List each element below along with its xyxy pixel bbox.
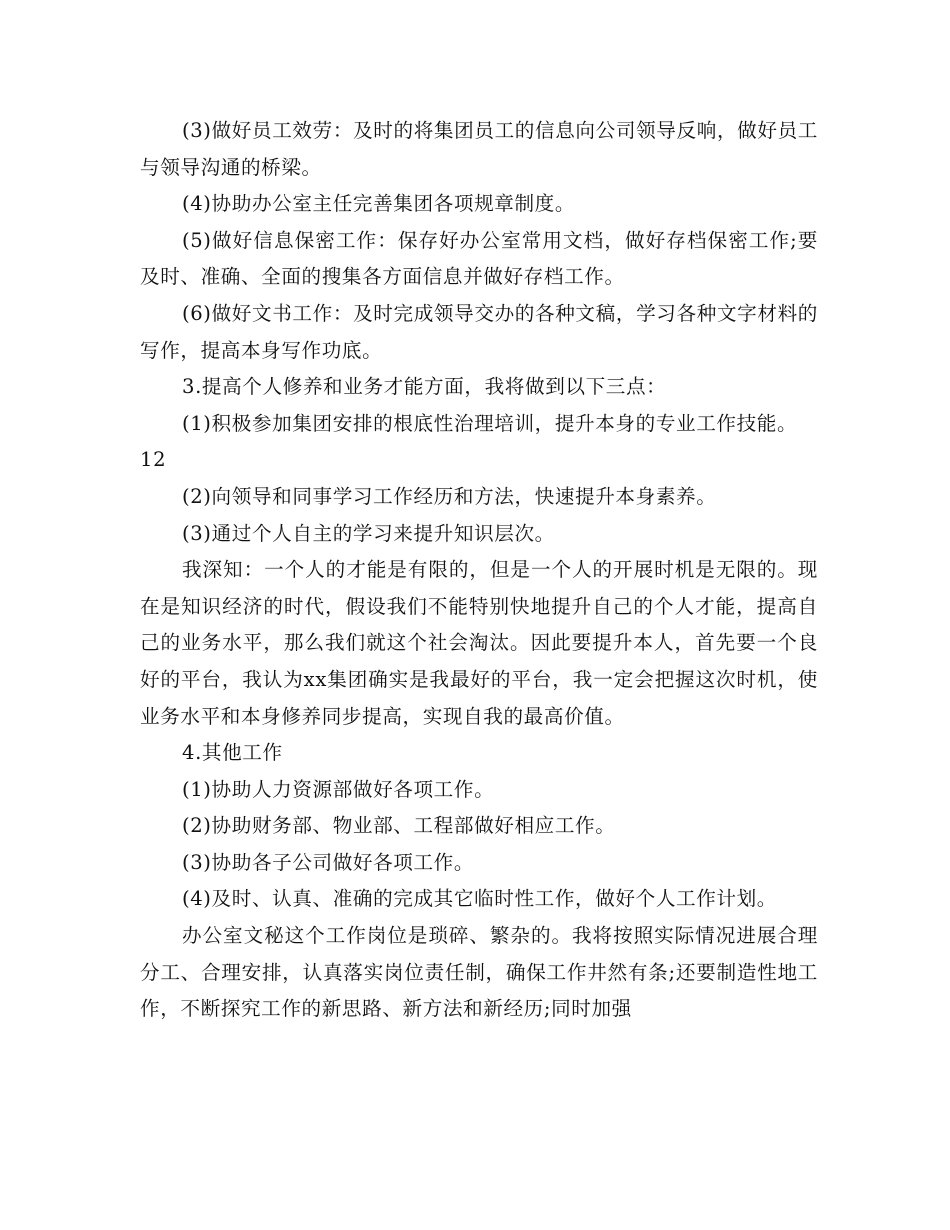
paragraph-clerical-work: (6)做好文书工作：及时完成领导交办的各种文稿，学习各种文字材料的写作，提高本身写作功底。 [140,301,818,362]
paragraph-self-study: (3)通过个人自主的学习来提升知识层次。 [182,521,555,545]
paragraph-assist-hr: (1)协助人力资源部做好各项工作。 [182,777,495,801]
paragraph-learn-from-colleagues: (2)向领导和同事学习工作经历和方法，快速提升本身素养。 [182,484,717,508]
paragraph-assist-subsidiaries: (3)协助各子公司做好各项工作。 [182,850,475,874]
paragraph-assist-departments: (2)协助财务部、物业部、工程部做好相应工作。 [182,814,616,838]
paragraph-confidentiality: (5)做好信息保密工作：保存好办公室常用文档，做好存档保密工作;要及时、准确、全面的搜集各方面信息并做好存档工作。 [140,228,818,289]
paragraph-self-improvement-heading: 3.提高个人修养和业务才能方面，我将做到以下三点： [182,375,667,399]
paragraph-temporary-work: (4)及时、认真、准确的完成其它临时性工作，做好个人工作计划。 [182,887,777,911]
document-body [140,113,818,1028]
paragraph-secretary-role: 办公室文秘这个工作岗位是琐碎、繁杂的。我将按照实际情况进展合理分工、合理安排，认真落实岗位责任制，确保工作井然有条;还要制造性地工作，不断探究工作的新思路、新方法和新经历;同时加强 [140,924,818,1021]
paragraph-other-work-heading: 4.其他工作 [182,741,283,765]
paragraph-employee-service: (3)做好员工效劳：及时的将集团员工的信息向公司领导反响，做好员工与领导沟通的桥梁。 [140,119,818,179]
page-number: 12 [140,448,167,472]
paragraph-rules-improvement: (4)协助办公室主任完善集团各项规章制度。 [182,192,576,216]
paragraph-reflection: 我深知：一个人的才能是有限的，但是一个人的开展时机是无限的。现在是知识经济的时代，假设我们不能特别快地提升自己的个人才能，提高自己的业务水平，那么我们就这个社会淘汰。因此要提升本人，首先要一个良好的平台，我认为xx集团确实是我最好的平台，我一定会把握这次时机，使业务水平和本身修养同步提高，实现自我的最高价值。 [140,558,818,728]
paragraph-training: (1)积极参加集团安排的根底性治理培训，提升本身的专业工作技能。 [182,411,798,435]
